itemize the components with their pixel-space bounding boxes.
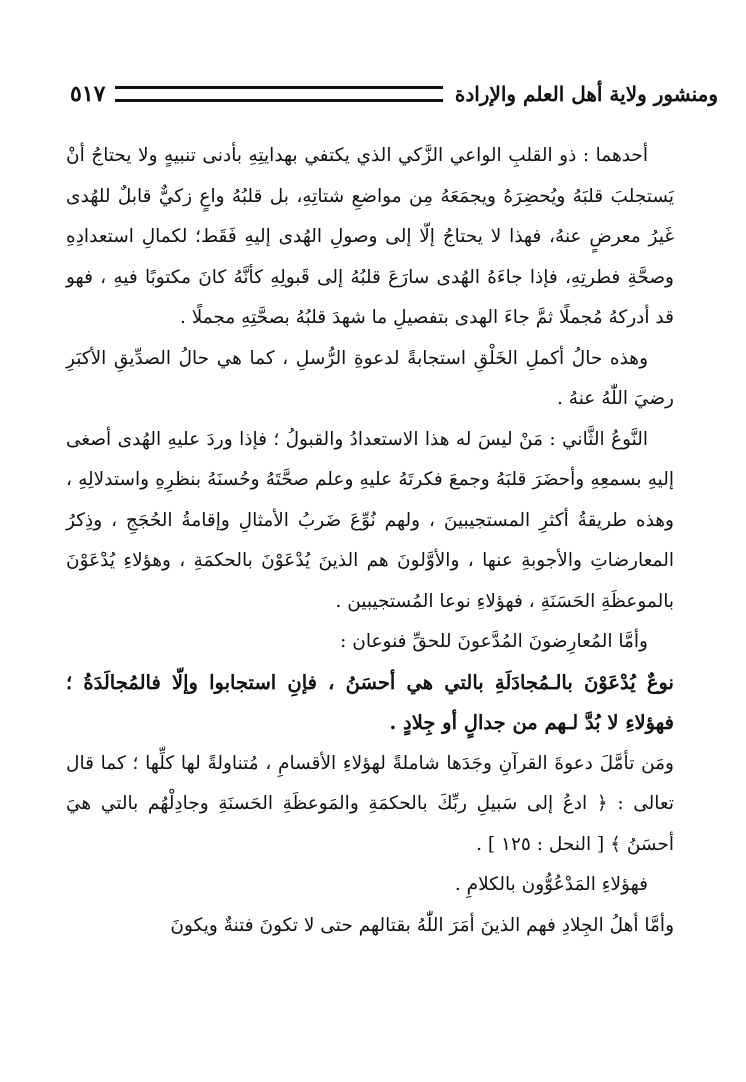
body-text [66, 136, 674, 946]
paragraph-opponents-intro: وأمَّا المُعارِضونَ المُدَّعونَ للحقِّ فنوعان : [340, 631, 648, 652]
header-rule [115, 86, 442, 102]
paragraph-people-of-combat: وأمَّا أهلُ الجِلادِ فهم الذينَ أمَرَ اللّٰهُ بقتالهم حتى لا تكونَ فتنةٌ ويكونَ [170, 914, 674, 936]
page-number: ٥١٧ [70, 81, 106, 107]
page-header [70, 72, 718, 116]
paragraph-quran-verse: ومَن تأمَّلَ دعوةَ القرآنِ وجَدَها شاملةً لهؤلاءِ الأقسامِ ، مُتناولةً لها كلِّها ؛ كما قال تعالى : ﴿ ادعُ إلى سَبيلِ ربِّكَ بالحكمَةِ والمَوعظَةِ الحَسنَةِ وجادِلْهُم بالتي هيَ أحسَنُ ﴾ [ النحل : ١٢٥ ] . [66, 752, 674, 855]
paragraph-siddiq: وهذه حالُ أكملِ الخَلْقِ استجابةً لدعوةِ الرُّسلِ ، كما هي حالُ الصدِّيقِ الأكبَرِ رضيَ اللّٰهُ عنهُ . [66, 347, 674, 409]
paragraph-first-type: أحدهما : ذو القلبِ الواعي الزَّكي الذي يكتفي بهدايتِهِ بأدنى تنبيهٍ ولا يحتاجُ أنْ يَستجلبَ قلبَهُ ويُحضِرَهُ ويجمَعَهُ مِن مواضعِ شتاتِهِ، بل قلبُهُ واعٍ زكيٌّ قابلٌ للهُدى غَيرُ معرضٍ عنهُ، فهذا لا يحتاجُ إلّا إلى وصولِ الهُدى إليهِ فَقَط؛ لكمالِ استعدادِهِ وصحَّةِ فطرتِهِ، فإذا جاءَهُ الهُدى سارَعَ قلبُهُ إلى قَبولِهِ كأنَّهُ كانَ مكتوبًا فيهِ ، فهو قد أدركهُ مُجملًا ثمَّ جاءَ الهدى بتفصيلِ ما شهدَ قلبُهُ بصحَّتِهِ مجملًا . [66, 145, 674, 328]
paragraph-called-by-speech: فهؤلاءِ المَدْعُوُّون بالكلامِ . [454, 874, 648, 895]
paragraph-second-type: النَّوعُ الثَّاني : مَنْ ليسَ له هذا الاستعدادُ والقبولُ ؛ فإذا وردَ عليهِ الهُدى أصغى إليهِ بسمعِهِ وأحضَرَ قلبَهُ وجمعَ فكرتَهُ عليهِ وعلم صحَّتَهُ وحُسنَهُ بنظرِهِ واستدلالِهِ ، وهذه طريقةُ أكثرِ المستجيبينَ ، ولهم نُوِّعَ ضَربُ الأمثالِ وإقامةُ الحُجَجِ ، وذِكرُ المعارضاتِ والأجوبةِ عنها ، والأوَّلونَ هم الذينَ يُدْعَوْنَ بالحكمَةِ ، وهؤلاءِ يُدْعَوْنَ بالموعظَةِ الحَسَنَةِ ، فهؤلاءِ نوعا المُستجيبين . [66, 428, 674, 612]
paragraph-bold-disputation: نوعٌ يُدْعَوْنَ بالـمُجادَلَةِ بالتي هي أحسَنُ ، فإنِ استجابوا وإلّا فالمُجالَدَةُ ؛ فهؤلاءِ لا بُدَّ لـهم من جدالٍ أو جِلادٍ . [66, 670, 674, 734]
running-title: ومنشور ولاية أهل العلم والإرادة [454, 82, 718, 106]
